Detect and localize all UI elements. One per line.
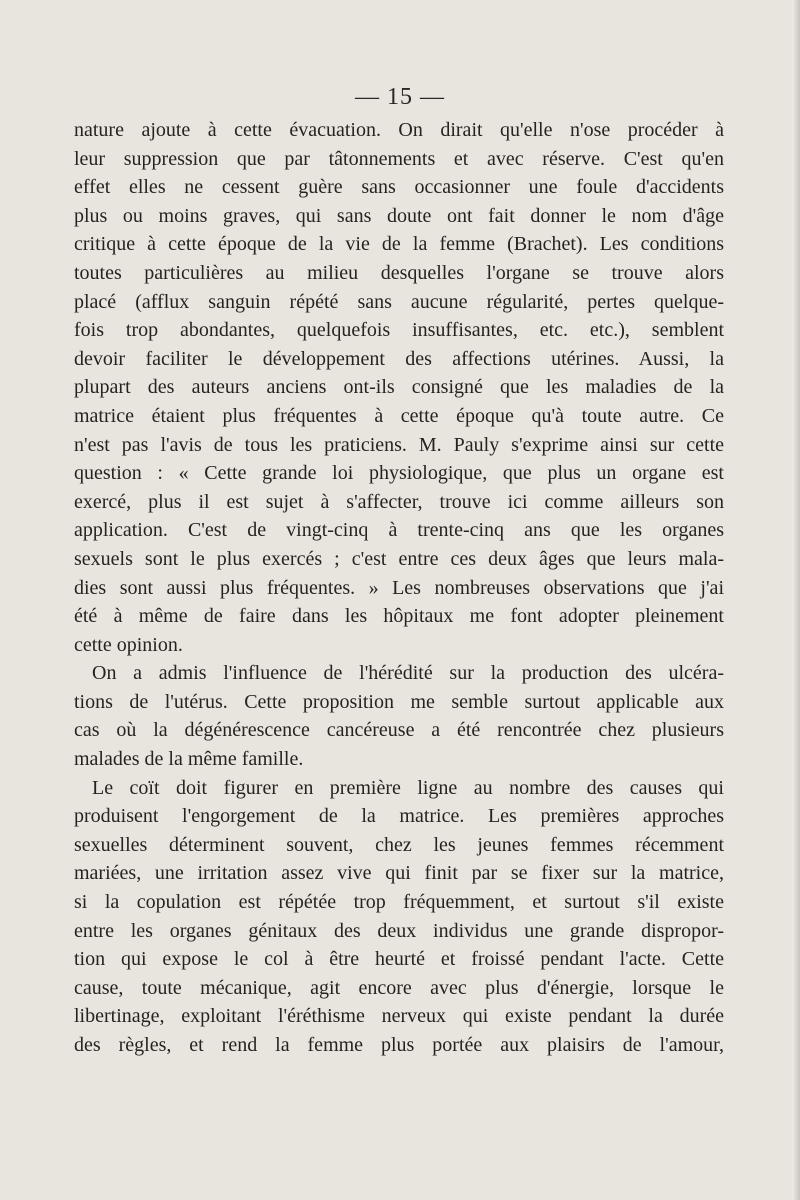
page-number: — 15 —	[355, 84, 445, 110]
text-line: Le coït doit figurer en première ligne au nombre des causes qui	[92, 776, 724, 799]
text-line: cause, toute mécanique, agit encore avec plus d'énergie, lorsque le	[74, 976, 724, 999]
text-line: leur suppression que par tâtonnements et avec réserve. C'est qu'en	[74, 147, 724, 170]
text-line: si la copulation est répétée trop fréquemment, et surtout s'il existe	[74, 891, 724, 914]
body-text	[74, 116, 724, 1060]
text-line: matrice étaient plus fréquentes à cette époque qu'à toute autre. Ce	[74, 404, 724, 427]
paragraph	[74, 659, 724, 773]
text-line: placé (afflux sanguin répété sans aucune régularité, pertes quelque-	[74, 290, 724, 313]
text-line: nature ajoute à cette évacuation. On dirait qu'elle n'ose procéder à	[74, 119, 724, 141]
text-line: effet elles ne cessent guère sans occasionner une foule d'accidents	[74, 176, 724, 199]
text-line: produisent l'engorgement de la matrice. Les premières approches	[74, 805, 724, 828]
text-line: malades de la même famille.	[74, 748, 304, 771]
text-line: plus ou moins graves, qui sans doute ont fait donner le nom d'âge	[74, 204, 724, 227]
text-line: question : « Cette grande loi physiologique, que plus un organe est	[74, 462, 724, 485]
text-line: sexuels sont le plus exercés ; c'est entre ces deux âges que leurs mala-	[74, 547, 724, 570]
text-line: libertinage, exploitant l'éréthisme nerveux qui existe pendant la durée	[74, 1005, 724, 1028]
text-line: dies sont aussi plus fréquentes. » Les nombreuses observations que j'ai	[74, 576, 724, 599]
text-line: devoir faciliter le développement des affections utérines. Aussi, la	[74, 347, 724, 370]
paragraph	[74, 116, 724, 659]
text-line: mariées, une irritation assez vive qui finit par se fixer sur la matrice,	[74, 862, 724, 885]
text-line: On a admis l'influence de l'hérédité sur la production des ulcéra-	[92, 662, 724, 685]
text-line: sexuelles déterminent souvent, chez les jeunes femmes récemment	[74, 833, 724, 856]
text-line: des règles, et rend la femme plus portée aux plaisirs de l'amour,	[74, 1034, 724, 1056]
text-line: critique à cette époque de la vie de la femme (Brachet). Les conditions	[74, 233, 724, 256]
text-line: cas où la dégénérescence cancéreuse a été rencontrée chez plusieurs	[74, 719, 724, 742]
text-line: entre les organes génitaux des deux individus une grande dispropor-	[74, 919, 724, 942]
paragraph	[74, 774, 724, 1060]
text-line: exercé, plus il est sujet à s'affecter, trouve ici comme ailleurs son	[74, 490, 724, 513]
text-line: application. C'est de vingt-cinq à trente-cinq ans que les organes	[74, 519, 724, 542]
text-line: toutes particulières au milieu desquelles l'organe se trouve alors	[74, 261, 724, 284]
text-line: plupart des auteurs anciens ont-ils consigné que les maladies de la	[74, 376, 724, 399]
text-line: tions de l'utérus. Cette proposition me semble surtout applicable aux	[74, 690, 724, 713]
text-line: tion qui expose le col à être heurté et froissé pendant l'acte. Cette	[74, 948, 724, 971]
text-line: cette opinion.	[74, 633, 183, 656]
text-line: n'est pas l'avis de tous les praticiens. M. Pauly s'exprime ainsi sur cette	[74, 433, 724, 456]
text-line: fois trop abondantes, quelquefois insuffisantes, etc. etc.), semblent	[74, 319, 724, 342]
text-line: été à même de faire dans les hôpitaux me font adopter pleinement	[74, 605, 724, 628]
